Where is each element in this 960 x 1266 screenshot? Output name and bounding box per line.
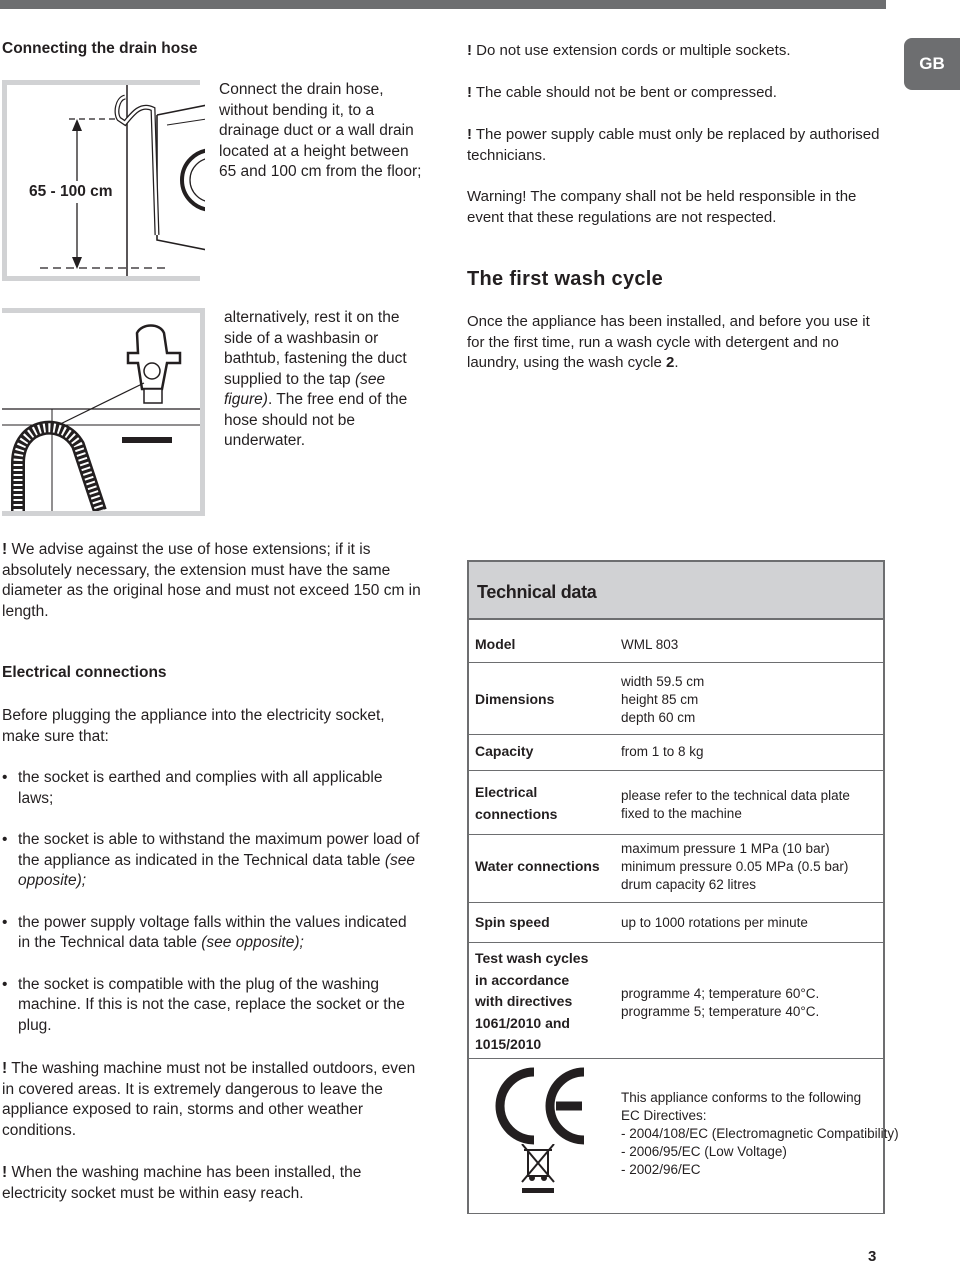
table-value-directives: This appliance conforms to the following EC Directives: - 2004/108/EC (Electromagnetic Compatibility) - 2006/95/EC (Low Voltage) - 2002/96/EC	[621, 1090, 899, 1177]
first-wash-text	[467, 312, 887, 374]
table-label-dimensions: Dimensions	[475, 691, 555, 707]
table-label-capacity: Capacity	[475, 743, 534, 759]
first-wash-text-a: Once the appliance has been installed, and before you use it for the first time, run a wash cycle with detergent and no laundry, using the wash cycle	[467, 313, 870, 371]
language-tab-label: GB	[919, 54, 945, 73]
table-value-capacity: from 1 to 8 kg	[621, 744, 704, 759]
table-value-spin: up to 1000 rotations per minute	[621, 915, 808, 930]
table-border-left	[467, 620, 469, 1214]
electrical-intro: Before plugging the appliance into the electricity socket, make sure that:	[2, 707, 385, 745]
drain-paragraph-2-a: alternatively, rest it on the side of a washbasin or bathtub, fastening the duct supplied to the tap	[224, 309, 407, 388]
table-label-water: Water connections	[475, 858, 600, 874]
warning-text: The power supply cable must only be replaced by authorised technicians.	[467, 126, 880, 164]
warning-bang: !	[2, 1060, 8, 1077]
bullet-text: the socket is able to withstand the maximum power load of the appliance as indicated in the Technical data table	[18, 831, 420, 869]
section-title-first-wash: The first wash cycle	[467, 268, 664, 290]
warning-text: The cable should not be bent or compressed.	[472, 84, 777, 101]
table-divider	[467, 942, 885, 943]
table-label-spin: Spin speed	[475, 914, 550, 930]
table-divider	[467, 834, 885, 835]
table-divider	[467, 902, 885, 903]
list-item	[2, 913, 422, 954]
electrical-checklist	[2, 768, 422, 1057]
table-divider	[467, 1058, 885, 1059]
warning-liability: Warning! The company shall not be held responsible in the event that these regulations are not respected.	[467, 188, 857, 226]
height-range-label: 65 - 100 cm	[29, 181, 113, 203]
bullet-text: the power supply voltage falls within the values indicated in the Technical data table	[18, 913, 407, 951]
figure-drain-height	[2, 80, 200, 281]
warning-bang: !	[467, 84, 472, 101]
table-value-model: WML 803	[621, 637, 679, 652]
technical-data-header	[467, 560, 885, 620]
technical-data-title: Technical data	[477, 582, 597, 602]
hose-basin-illustration	[2, 313, 200, 511]
table-value-water: maximum pressure 1 MPa (10 bar) minimum pressure 0.05 MPa (0.5 bar) drum capacity 62 litres	[621, 841, 849, 892]
page-number: 3	[868, 1248, 877, 1265]
language-tab	[904, 38, 960, 90]
outdoor-warning	[2, 1059, 422, 1141]
table-value-dimensions: width 59.5 cm height 85 cm depth 60 cm	[621, 674, 705, 725]
table-label-model: Model	[475, 636, 516, 652]
section-title-electrical: Electrical connections	[2, 664, 167, 681]
table-value-test-cycles: programme 4; temperature 60°C. programme 5; temperature 40°C.	[621, 986, 820, 1019]
section-title-drain: Connecting the drain hose	[2, 40, 198, 57]
warning-text: Do not use extension cords or multiple sockets.	[472, 42, 791, 59]
warning-cable-bent	[467, 83, 887, 104]
table-divider	[467, 770, 885, 771]
warning-extension-cords	[467, 41, 887, 62]
bullet-italic: (see opposite);	[201, 934, 304, 951]
bullet-text: the socket is earthed and complies with all applicable laws;	[18, 769, 383, 807]
first-wash-cycle-number: 2	[666, 354, 675, 371]
table-value-electrical: please refer to the technical data plate fixed to the machine	[621, 788, 850, 821]
warning-bang: !	[467, 42, 472, 59]
figure-hose-basin	[2, 308, 205, 516]
table-divider	[467, 1213, 885, 1214]
extension-advice	[2, 540, 432, 622]
drain-paragraph-2-b: . The free end of the hose should not be underwater.	[224, 391, 408, 449]
list-item	[2, 768, 422, 809]
advice-bang: !	[2, 541, 8, 558]
warning-bang: !	[2, 1164, 8, 1181]
floor-line	[40, 262, 210, 274]
warning-bang: !	[467, 126, 472, 143]
warning-cable-replace	[467, 125, 887, 166]
bullet-italic: (see opposite);	[18, 851, 415, 889]
table-label-test-cycles: Test wash cycles in accordance with directives 1061/2010 and 1015/2010	[475, 950, 589, 1052]
top-rule	[0, 0, 886, 9]
bullet-text: the socket is compatible with the plug of the washing machine. If this is not the case, replace the socket or the plug.	[18, 975, 405, 1034]
drain-paragraph-2	[224, 308, 420, 452]
outdoor-warning-text: The washing machine must not be installed outdoors, even in covered areas. It is extremely dangerous to leave the appliance exposed to rain, storms and other weather conditions.	[2, 1060, 416, 1139]
first-wash-text-b: .	[674, 354, 679, 371]
socket-reach-text: When the washing machine has been installed, the electricity socket must be within easy reach.	[2, 1164, 362, 1202]
table-label-electrical: Electrical connections	[475, 784, 558, 822]
table-divider	[467, 662, 885, 663]
list-item	[2, 830, 422, 892]
advice-text: We advise against the use of hose extensions; if it is absolutely necessary, the extension must have the same diameter as the original hose and must not exceed 150 cm in length.	[2, 541, 421, 620]
drain-paragraph-2-italic: (see figure)	[224, 370, 386, 408]
table-divider	[467, 734, 885, 735]
weee-bin-icon	[518, 1144, 558, 1194]
drain-paragraph-1: Connect the drain hose, without bending it, to a drainage duct or a wall drain located at a height between 65 and 100 cm from the floor;	[219, 81, 422, 180]
list-item	[2, 975, 422, 1037]
socket-reach-warning	[2, 1163, 422, 1204]
